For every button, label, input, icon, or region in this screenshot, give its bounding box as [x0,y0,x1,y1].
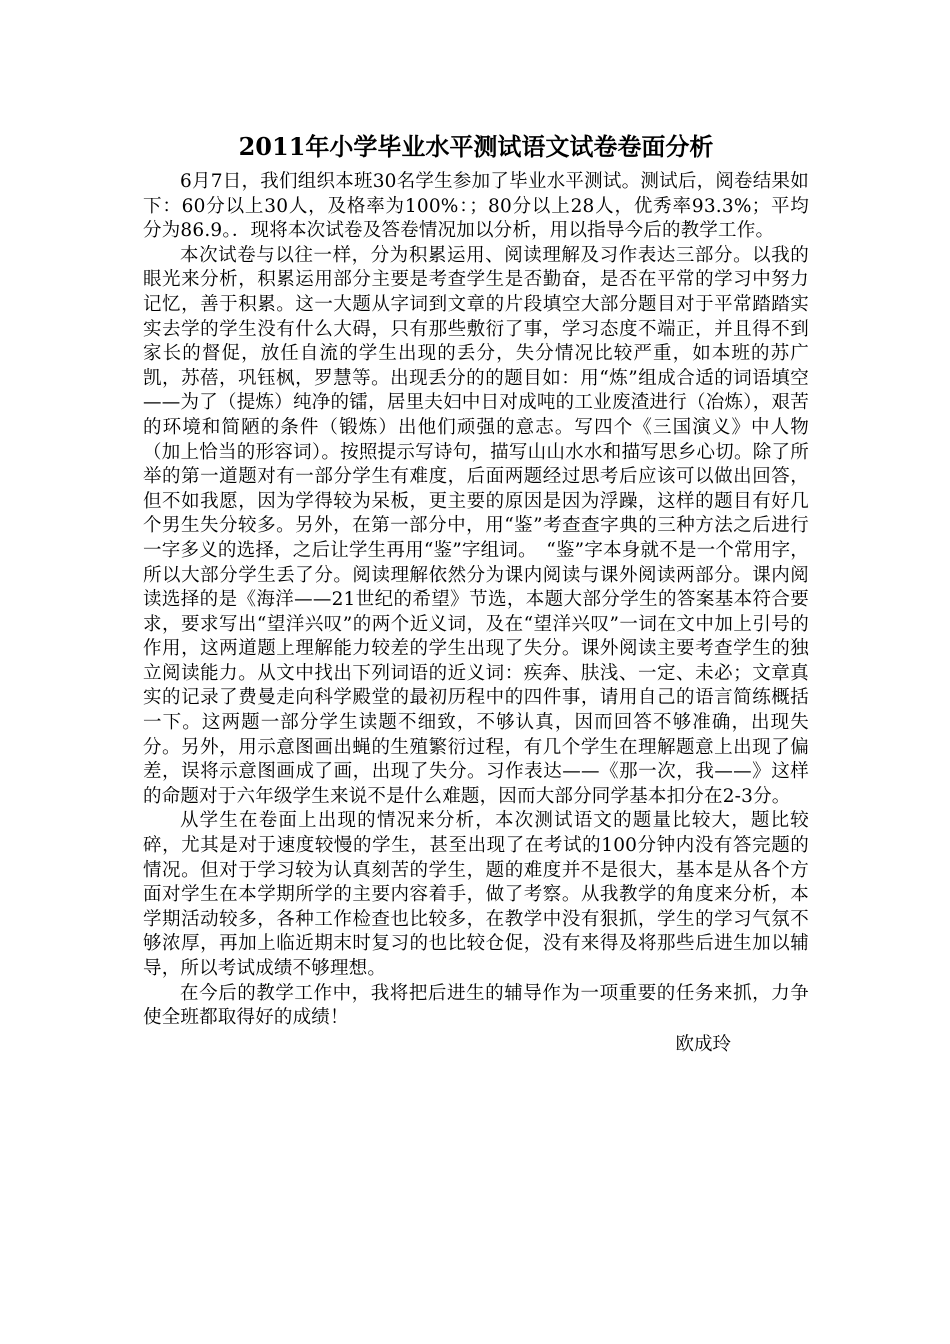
paragraph-future-plan: 在今后的教学工作中，我将把后进生的辅导作为一项重要的任务来抓，力争使全班都取得好的成绩！ [143,982,809,1029]
paragraph-paper-analysis: 本次试卷与以往一样，分为积累运用、阅读理解及习作表达三部分。以我的眼光来分析，积累运用部分主要是考查学生是否勤奋，是否在平常的学习中努力记忆，善于积累。这一大题从字词到文章的片段填空大部分题目对于平常踏踏实实去学的学生没有什么大碍，只有那些敷衍了事，学习态度不端正，并且得不到家长的督促，放任自流的学生出现的丢分，失分情况比较严重，如本班的苏广凯，苏蓓，巩钰枫，罗慧等。出现丢分的的题目如：用“炼”组成合适的词语填空——为了（提炼）纯净的镭，居里夫妇中日对成吨的工业废渣进行（冶炼），艰苦的环境和简陋的条件（锻炼）出他们顽强的意志。写四个《三国演义》中人物（加上恰当的形容词）。按照提示写诗句，描写山山水水和描写思乡心切。除了所举的第一道题对有一部分学生有难度，后面两题经过思考后应该可以做出回答，但不如我愿，因为学得较为呆板，更主要的原因是因为浮躁，这样的题目有好几个男生失分较多。另外，在第一部分中，用“鉴”考查查字典的三种方法之后进行一字多义的选择，之后让学生再用“鉴”字组词。 “鉴”字本身就不是一个常用字，所以大部分学生丢了分。阅读理解依然分为课内阅读与课外阅读两部分。课内阅读选择的是《海洋——21世纪的希望》节选，本题大部分学生的答案基本符合要求，要求写出“望洋兴叹”的两个近义词，及在“望洋兴叹”一词在文中加上引号的作用，这两道题上理解能力较差的学生出现了失分。课外阅读主要考查学生的独立阅读能力。从文中找出下列词语的近义词：疾奔、肤浅、一定、未必；文章真实的记录了费曼走向科学殿堂的最初历程中的四件事，请用自己的语言简练概括一下。这两题一部分学生读题不细致，不够认真，因而回答不够准确，出现失分。另外，用示意图画出蝇的生殖繁衍过程，有几个学生在理解题意上出现了偏差，误将示意图画成了画，出现了失分。习作表达——《那一次，我——》这样的命题对于六年级学生来说不是什么难题，因而大部分同学基本扣分在2-3分。 [143,244,809,807]
document-title: 2011年小学毕业水平测试语文试卷卷面分析 [238,132,714,161]
author-signature: 欧成玲 [675,1033,731,1055]
paragraph-test-results: 6月7日，我们组织本班30名学生参加了毕业水平测试。测试后，阅卷结果如下：60分以上30人，及格率为100%：；80分以上28人，优秀率93.3%；平均分为86.9。．现将本次试卷及答卷情况加以分析，用以指导今后的教学工作。 [143,171,809,242]
document-page [143,128,809,1057]
paragraph-reflection: 从学生在卷面上出现的情况来分析，本次测试语文的题量比较大，题比较碎，尤其是对于速度较慢的学生，甚至出现了在考试的100分钟内没有答完题的情况。但对于学习较为认真刻苦的学生，题的难度并不是很大，基本是从各个方面对学生在本学期所学的主要内容着手，做了考察。从我教学的角度来分析，本学期活动较多，各种工作检查也比较多，在教学中没有狠抓，学生的学习气氛不够浓厚，再加上临近期末时复习的也比较仓促，没有来得及将那些后进生加以辅导，所以考试成绩不够理想。 [143,810,809,979]
